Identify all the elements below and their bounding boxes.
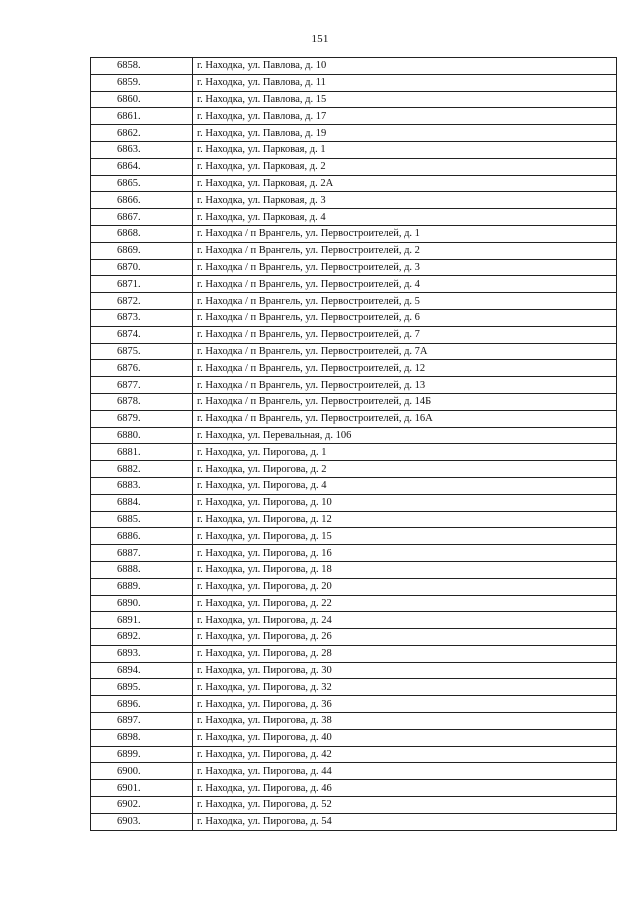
row-number: 6887. xyxy=(91,545,193,562)
table-row xyxy=(91,477,617,494)
row-address: г. Находка, ул. Павлова, д. 11 xyxy=(193,74,617,91)
row-number: 6863. xyxy=(91,141,193,158)
row-address: г. Находка, ул. Пирогова, д. 46 xyxy=(193,780,617,797)
table-row xyxy=(91,780,617,797)
table-row xyxy=(91,91,617,108)
row-address: г. Находка / п Врангель, ул. Первостроителей, д. 3 xyxy=(193,259,617,276)
table-row xyxy=(91,662,617,679)
table-row xyxy=(91,595,617,612)
table-row xyxy=(91,696,617,713)
table-row xyxy=(91,259,617,276)
row-address: г. Находка, ул. Пирогова, д. 32 xyxy=(193,679,617,696)
table-row xyxy=(91,141,617,158)
row-number: 6888. xyxy=(91,561,193,578)
address-table-body xyxy=(91,58,617,831)
row-number: 6890. xyxy=(91,595,193,612)
address-table xyxy=(90,57,617,831)
table-row xyxy=(91,125,617,142)
row-address: г. Находка, ул. Перевальная, д. 106 xyxy=(193,427,617,444)
row-number: 6899. xyxy=(91,746,193,763)
row-number: 6877. xyxy=(91,377,193,394)
row-number: 6892. xyxy=(91,629,193,646)
row-number: 6876. xyxy=(91,360,193,377)
row-number: 6883. xyxy=(91,477,193,494)
row-number: 6901. xyxy=(91,780,193,797)
row-number: 6881. xyxy=(91,444,193,461)
row-address: г. Находка, ул. Пирогова, д. 26 xyxy=(193,629,617,646)
row-address: г. Находка, ул. Пирогова, д. 44 xyxy=(193,763,617,780)
table-row xyxy=(91,158,617,175)
row-address: г. Находка / п Врангель, ул. Первостроителей, д. 16А xyxy=(193,410,617,427)
table-row xyxy=(91,225,617,242)
row-number: 6900. xyxy=(91,763,193,780)
row-number: 6902. xyxy=(91,797,193,814)
row-number: 6894. xyxy=(91,662,193,679)
row-number: 6896. xyxy=(91,696,193,713)
row-number: 6871. xyxy=(91,276,193,293)
table-row xyxy=(91,309,617,326)
row-address: г. Находка, ул. Пирогова, д. 52 xyxy=(193,797,617,814)
table-row xyxy=(91,713,617,730)
table-row xyxy=(91,797,617,814)
table-row xyxy=(91,578,617,595)
row-number: 6860. xyxy=(91,91,193,108)
row-address: г. Находка, ул. Пирогова, д. 54 xyxy=(193,813,617,830)
row-address: г. Находка / п Врангель, ул. Первостроителей, д. 13 xyxy=(193,377,617,394)
row-number: 6873. xyxy=(91,309,193,326)
row-number: 6886. xyxy=(91,528,193,545)
table-row xyxy=(91,746,617,763)
table-row xyxy=(91,629,617,646)
row-number: 6879. xyxy=(91,410,193,427)
row-address: г. Находка, ул. Парковая, д. 2А xyxy=(193,175,617,192)
row-address: г. Находка, ул. Пирогова, д. 4 xyxy=(193,477,617,494)
row-address: г. Находка / п Врангель, ул. Первостроителей, д. 1 xyxy=(193,225,617,242)
row-address: г. Находка / п Врангель, ул. Первостроителей, д. 6 xyxy=(193,309,617,326)
table-row xyxy=(91,276,617,293)
row-address: г. Находка, ул. Пирогова, д. 16 xyxy=(193,545,617,562)
row-address: г. Находка / п Врангель, ул. Первостроителей, д. 7А xyxy=(193,343,617,360)
row-number: 6866. xyxy=(91,192,193,209)
table-row xyxy=(91,427,617,444)
row-address: г. Находка / п Врангель, ул. Первостроителей, д. 14Б xyxy=(193,393,617,410)
row-address: г. Находка, ул. Пирогова, д. 15 xyxy=(193,528,617,545)
table-row xyxy=(91,393,617,410)
row-address: г. Находка, ул. Пирогова, д. 30 xyxy=(193,662,617,679)
table-row xyxy=(91,242,617,259)
row-address: г. Находка, ул. Пирогова, д. 20 xyxy=(193,578,617,595)
row-number: 6867. xyxy=(91,209,193,226)
table-row xyxy=(91,108,617,125)
row-number: 6891. xyxy=(91,612,193,629)
table-row xyxy=(91,410,617,427)
table-row xyxy=(91,545,617,562)
row-address: г. Находка / п Врангель, ул. Первостроителей, д. 5 xyxy=(193,293,617,310)
table-row xyxy=(91,343,617,360)
table-row xyxy=(91,763,617,780)
row-address: г. Находка / п Врангель, ул. Первостроителей, д. 7 xyxy=(193,326,617,343)
row-number: 6859. xyxy=(91,74,193,91)
row-address: г. Находка, ул. Пирогова, д. 40 xyxy=(193,729,617,746)
table-row xyxy=(91,326,617,343)
page-number: 151 xyxy=(311,33,329,45)
table-row xyxy=(91,461,617,478)
row-number: 6884. xyxy=(91,494,193,511)
row-address: г. Находка, ул. Пирогова, д. 10 xyxy=(193,494,617,511)
table-row xyxy=(91,74,617,91)
row-address: г. Находка, ул. Павлова, д. 19 xyxy=(193,125,617,142)
row-number: 6889. xyxy=(91,578,193,595)
row-number: 6885. xyxy=(91,511,193,528)
table-row xyxy=(91,679,617,696)
table-row xyxy=(91,813,617,830)
row-number: 6870. xyxy=(91,259,193,276)
row-address: г. Находка, ул. Пирогова, д. 22 xyxy=(193,595,617,612)
row-address: г. Находка, ул. Павлова, д. 17 xyxy=(193,108,617,125)
row-number: 6865. xyxy=(91,175,193,192)
row-address: г. Находка, ул. Пирогова, д. 28 xyxy=(193,645,617,662)
table-row xyxy=(91,645,617,662)
row-address: г. Находка, ул. Парковая, д. 1 xyxy=(193,141,617,158)
row-number: 6869. xyxy=(91,242,193,259)
table-row xyxy=(91,209,617,226)
row-number: 6898. xyxy=(91,729,193,746)
row-address: г. Находка, ул. Парковая, д. 2 xyxy=(193,158,617,175)
row-number: 6875. xyxy=(91,343,193,360)
row-address: г. Находка, ул. Павлова, д. 15 xyxy=(193,91,617,108)
table-row xyxy=(91,58,617,75)
table-row xyxy=(91,612,617,629)
table-row xyxy=(91,293,617,310)
table-row xyxy=(91,192,617,209)
row-address: г. Находка, ул. Пирогова, д. 42 xyxy=(193,746,617,763)
table-row xyxy=(91,528,617,545)
row-number: 6864. xyxy=(91,158,193,175)
row-address: г. Находка, ул. Пирогова, д. 18 xyxy=(193,561,617,578)
row-number: 6872. xyxy=(91,293,193,310)
table-row xyxy=(91,511,617,528)
row-number: 6868. xyxy=(91,225,193,242)
row-address: г. Находка, ул. Павлова, д. 10 xyxy=(193,58,617,75)
table-row xyxy=(91,561,617,578)
row-address: г. Находка, ул. Пирогова, д. 2 xyxy=(193,461,617,478)
row-address: г. Находка, ул. Пирогова, д. 24 xyxy=(193,612,617,629)
table-row xyxy=(91,729,617,746)
row-number: 6874. xyxy=(91,326,193,343)
row-address: г. Находка, ул. Парковая, д. 4 xyxy=(193,209,617,226)
row-number: 6895. xyxy=(91,679,193,696)
table-row xyxy=(91,494,617,511)
table-row xyxy=(91,175,617,192)
row-number: 6862. xyxy=(91,125,193,142)
row-number: 6897. xyxy=(91,713,193,730)
row-number: 6861. xyxy=(91,108,193,125)
row-address: г. Находка, ул. Пирогова, д. 38 xyxy=(193,713,617,730)
row-number: 6882. xyxy=(91,461,193,478)
row-number: 6903. xyxy=(91,813,193,830)
table-row xyxy=(91,444,617,461)
row-number: 6878. xyxy=(91,393,193,410)
row-address: г. Находка / п Врангель, ул. Первостроителей, д. 2 xyxy=(193,242,617,259)
row-address: г. Находка, ул. Пирогова, д. 36 xyxy=(193,696,617,713)
row-address: г. Находка / п Врангель, ул. Первостроителей, д. 4 xyxy=(193,276,617,293)
row-address: г. Находка, ул. Пирогова, д. 12 xyxy=(193,511,617,528)
row-number: 6893. xyxy=(91,645,193,662)
table-row xyxy=(91,377,617,394)
row-address: г. Находка / п Врангель, ул. Первостроителей, д. 12 xyxy=(193,360,617,377)
row-address: г. Находка, ул. Парковая, д. 3 xyxy=(193,192,617,209)
table-row xyxy=(91,360,617,377)
row-address: г. Находка, ул. Пирогова, д. 1 xyxy=(193,444,617,461)
row-number: 6880. xyxy=(91,427,193,444)
row-number: 6858. xyxy=(91,58,193,75)
